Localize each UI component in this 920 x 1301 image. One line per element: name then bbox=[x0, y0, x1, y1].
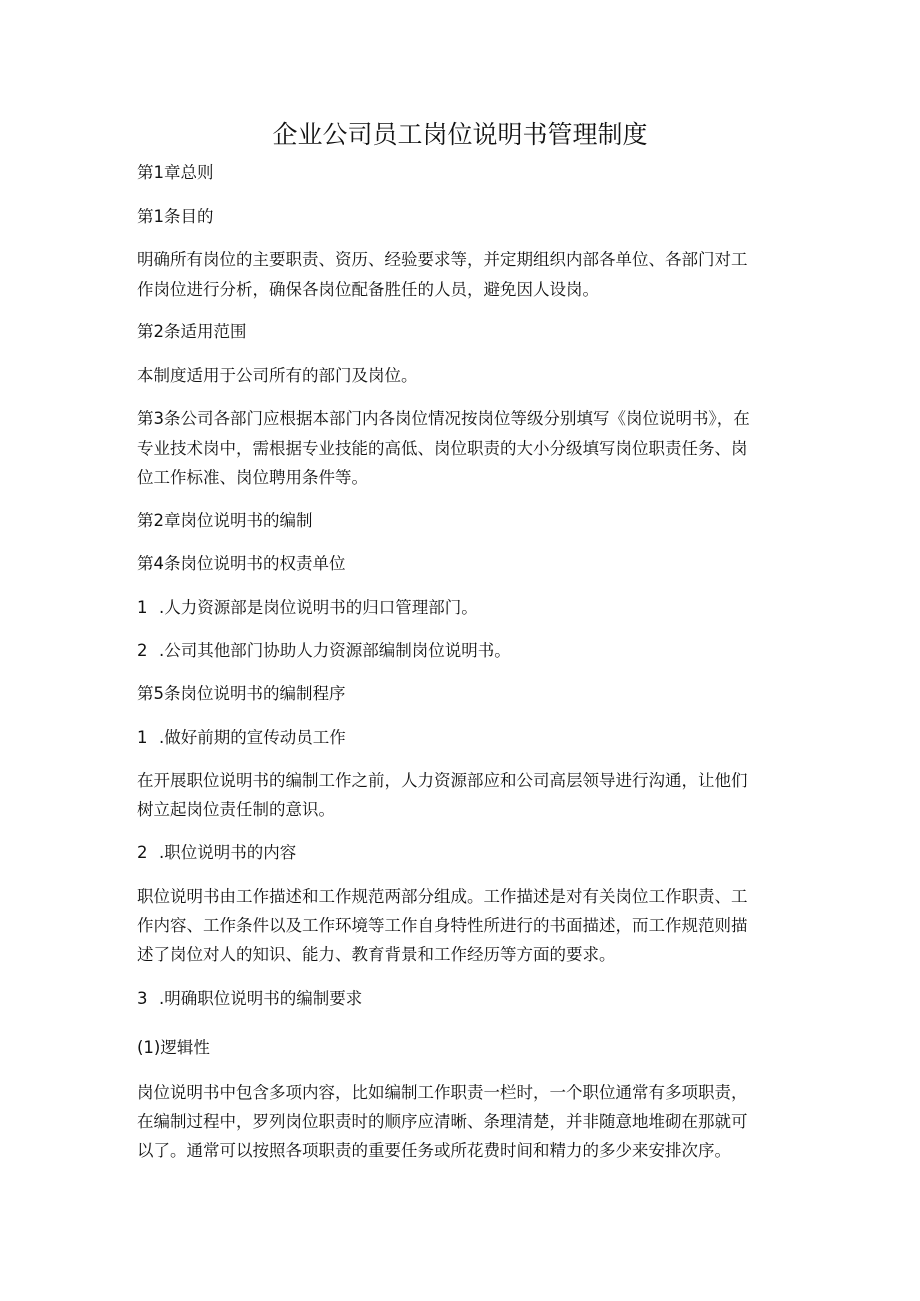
list-text: .人力资源部是岗位说明书的归口管理部门。 bbox=[159, 598, 478, 617]
list-number: 2 bbox=[137, 843, 148, 862]
paragraph-line: 在编制过程中，罗列岗位职责时的顺序应清晰、条理清楚，并非随意地堆砌在那就可 bbox=[137, 1112, 748, 1131]
list-number: 1 bbox=[137, 728, 148, 747]
article-1-heading: 第1条目的 bbox=[137, 207, 214, 226]
list-text: .公司其他部门协助人力资源部编制岗位说明书。 bbox=[159, 641, 511, 660]
paragraph-line: 树立起岗位责任制的意识。 bbox=[137, 800, 335, 819]
paragraph-line: 作内容、工作条件以及工作环境等工作自身特性所进行的书面描述，而工作规范则描 bbox=[137, 916, 748, 935]
document-title: 企业公司员工岗位说明书管理制度 bbox=[272, 120, 648, 149]
list-text: .职位说明书的内容 bbox=[159, 843, 297, 862]
paragraph-line: 作岗位进行分析，确保各岗位配备胜任的人员，避免因人设岗。 bbox=[137, 280, 599, 299]
list-item bbox=[137, 842, 787, 864]
article-4-heading: 第4条岗位说明书的权责单位 bbox=[137, 554, 346, 573]
list-text: .做好前期的宣传动员工作 bbox=[159, 728, 346, 747]
list-item bbox=[137, 597, 787, 619]
list-number: 3 bbox=[137, 989, 148, 1008]
list-item bbox=[137, 727, 787, 749]
list-number: 2 bbox=[137, 641, 148, 660]
list-item bbox=[137, 640, 787, 662]
chapter-1-heading: 第1章总则 bbox=[137, 163, 214, 182]
chapter-2-heading: 第2章岗位说明书的编制 bbox=[137, 511, 313, 530]
paragraph-line: 述了岗位对人的知识、能力、教育背景和工作经历等方面的要求。 bbox=[137, 945, 616, 964]
paragraph-line: 职位说明书由工作描述和工作规范两部分组成。工作描述是对有关岗位工作职责、工 bbox=[137, 887, 748, 906]
paragraph-line: 专业技术岗中，需根据专业技能的高低、岗位职责的大小分级填写岗位职责任务、岗 bbox=[137, 439, 748, 458]
paragraph-line: 本制度适用于公司所有的部门及岗位。 bbox=[137, 366, 418, 385]
list-number: 1 bbox=[137, 598, 148, 617]
paragraph-line: 位工作标准、岗位聘用条件等。 bbox=[137, 468, 368, 487]
paragraph-line: 以了。通常可以按照各项职责的重要任务或所花费时间和精力的多少来安排次序。 bbox=[137, 1141, 731, 1160]
article-2-heading: 第2条适用范围 bbox=[137, 322, 247, 341]
article-5-heading: 第5条岗位说明书的编制程序 bbox=[137, 684, 346, 703]
list-item bbox=[137, 988, 787, 1010]
paragraph-line: 明确所有岗位的主要职责、资历、经验要求等，并定期组织内部各单位、各部门对工 bbox=[137, 250, 748, 269]
paragraph-line: 在开展职位说明书的编制工作之前，人力资源部应和公司高层领导进行沟通，让他们 bbox=[137, 771, 748, 790]
paragraph-line: 第3条公司各部门应根据本部门内各岗位情况按岗位等级分别填写《岗位说明书》，在 bbox=[137, 409, 750, 428]
list-text: .明确职位说明书的编制要求 bbox=[159, 989, 363, 1008]
paragraph-line: 岗位说明书中包含多项内容，比如编制工作职责一栏时，一个职位通常有多项职责， bbox=[137, 1083, 748, 1102]
sub-heading: (1)逻辑性 bbox=[137, 1038, 210, 1057]
